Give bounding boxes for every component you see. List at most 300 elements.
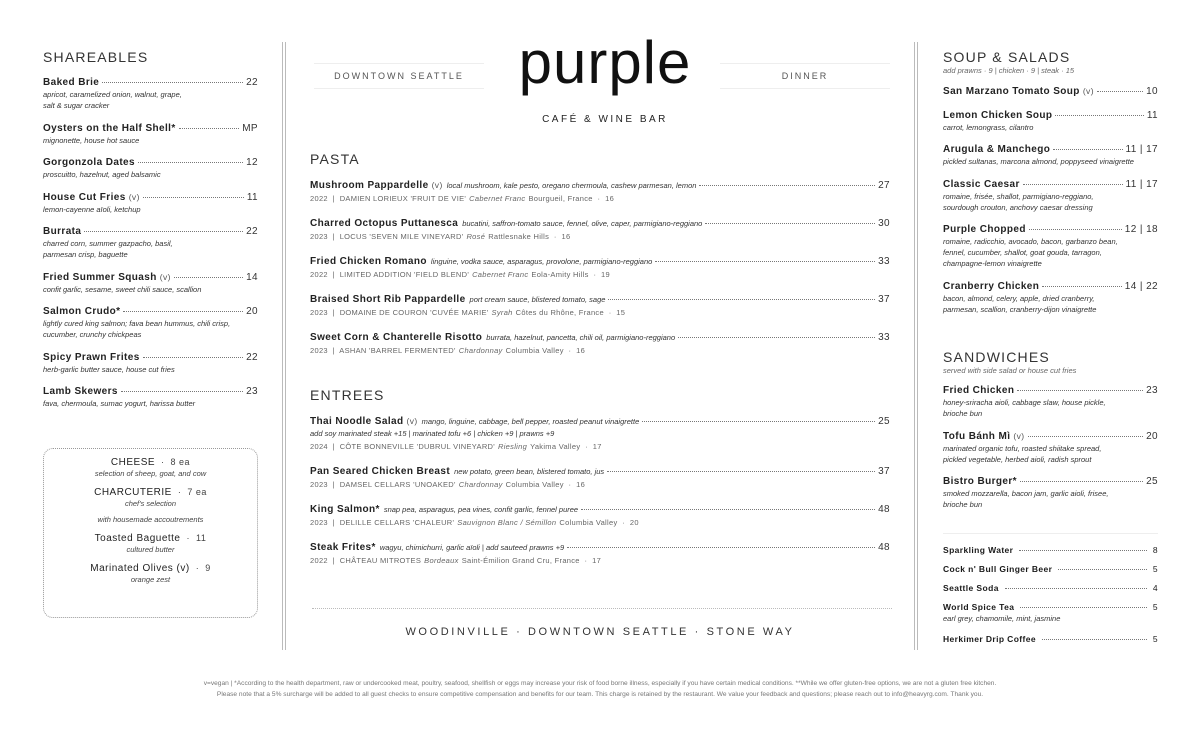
item-price: 8 ea <box>170 457 191 467</box>
menu-item <box>943 475 1158 510</box>
menu-item <box>943 384 1158 419</box>
cheese-item <box>44 457 257 480</box>
wine-varietal: Cabernet Franc <box>472 270 529 279</box>
divider-left <box>282 42 286 650</box>
item-name: Lamb Skewers <box>43 386 118 397</box>
item-description: orange zest <box>130 575 171 584</box>
item-price: 7 ea <box>187 487 207 497</box>
wine-pairing <box>310 516 890 529</box>
item-name: Arugula & Manchego <box>943 144 1051 155</box>
item-price: 14 | 22 <box>1124 280 1158 292</box>
divider-right <box>914 42 918 650</box>
wine-price: 17 <box>592 442 602 451</box>
menu-item <box>310 293 890 319</box>
item-row <box>943 563 1158 575</box>
menu-item <box>43 122 258 146</box>
soups-list <box>943 85 1158 315</box>
item-row <box>943 582 1158 594</box>
meal-label: DINNER <box>720 63 890 89</box>
menu-item <box>310 541 890 567</box>
item-description: earl grey, chamomile, mint, jasmine <box>943 614 1061 623</box>
menu-item <box>310 465 890 491</box>
item-price: 9 <box>205 563 211 573</box>
section-subtitle: served with side salad or house cut fries <box>943 366 1077 375</box>
pasta-list <box>310 179 890 357</box>
separator: · <box>549 232 562 241</box>
separator: | <box>327 442 340 451</box>
item-price: 11 <box>1146 109 1158 121</box>
item-price: 22 <box>246 351 258 363</box>
item-name: Mushroom Pappardelle <box>310 180 429 191</box>
wine-region: Eola-Amity Hills <box>531 270 589 279</box>
wine-price: 19 <box>601 270 610 279</box>
item-price: 25 <box>878 416 890 427</box>
item-row <box>44 563 257 574</box>
wine-year: 2023 <box>310 308 328 317</box>
separator: | <box>327 270 340 279</box>
item-row <box>943 143 1158 156</box>
item-price: 14 <box>246 271 258 283</box>
item-name: Tofu Bánh Mì <box>943 430 1011 442</box>
wine-varietal: Sauvignon Blanc / Sémillon <box>457 518 557 527</box>
item-price: 8 <box>1152 545 1158 555</box>
menu-item <box>310 217 890 243</box>
wine-year: 2024 <box>310 442 328 451</box>
item-row <box>943 223 1158 236</box>
item-price: 20 <box>1146 430 1158 442</box>
wine-price: 16 <box>576 480 586 489</box>
item-description: local mushroom, kale pesto, oregano chermoula, cashew parmesan, lemon <box>446 181 697 190</box>
wine-year: 2023 <box>310 480 328 489</box>
wine-year: 2022 <box>310 194 328 203</box>
dot-leader <box>1058 569 1146 570</box>
item-description: cultured butter <box>126 545 175 554</box>
dot-leader <box>607 471 875 472</box>
separator: · <box>592 194 606 203</box>
wine-region: Rattlesnake Hills <box>488 232 550 241</box>
dot-leader <box>705 223 875 224</box>
cheese-box <box>43 448 258 618</box>
wine-pairing <box>310 440 890 453</box>
divider <box>312 608 892 609</box>
item-row <box>943 544 1158 556</box>
section-title: SOUP & SALADS <box>943 49 1071 65</box>
item-row <box>943 109 1158 122</box>
soups-section <box>943 49 1158 325</box>
wine-producer: DAMSEL CELLARS 'UNOAKED' <box>339 480 456 489</box>
wine-producer: DELILLE CELLARS 'CHALEUR' <box>339 518 455 527</box>
item-row <box>310 293 890 306</box>
menu-item <box>310 179 890 205</box>
item-description: honey-sriracha aioli, cabbage slaw, house pickle, <box>943 398 1106 407</box>
tagline: CAFÉ & WINE BAR <box>542 114 668 125</box>
item-price: 37 <box>878 466 890 477</box>
menu-item <box>43 76 258 111</box>
wine-pairing <box>310 230 890 243</box>
item-description: lemon-cayenne aïoli, ketchup <box>43 204 141 214</box>
dot-leader <box>655 261 875 262</box>
dot-leader <box>1005 588 1147 589</box>
wine-varietal: Cabernet Franc <box>469 194 526 203</box>
item-price: 23 <box>1146 385 1158 396</box>
item-description: smoked mozzarella, bacon jam, garlic aioli, frisee, <box>943 489 1109 498</box>
sandwiches-section <box>943 349 1158 521</box>
item-name: Burrata <box>43 226 82 237</box>
item-price: 48 <box>878 504 890 515</box>
item-price: 11 <box>196 533 207 543</box>
cheese-item <box>44 563 257 586</box>
item-name: Classic Caesar <box>943 178 1020 190</box>
item-name: CHARCUTERIE <box>94 487 172 498</box>
wine-pairing <box>310 478 890 491</box>
item-row <box>310 465 890 478</box>
dot-leader <box>1053 149 1122 150</box>
wine-region: Columbia Valley <box>559 518 618 527</box>
menu-item <box>310 331 890 357</box>
menu-item <box>43 191 258 215</box>
item-description: fennel, cucumber, shallot, goat gouda, tarragon, <box>943 248 1102 257</box>
dot-leader <box>84 231 243 232</box>
wine-year: 2023 <box>310 232 328 241</box>
item-row <box>43 385 258 398</box>
item-name: Bistro Burger* <box>943 476 1017 487</box>
item-price: 11 <box>246 191 258 203</box>
item-price: 5 <box>1152 564 1158 574</box>
wine-region: Bourgueil, France <box>528 194 593 203</box>
item-name: CHEESE <box>110 457 156 468</box>
item-price: 11 | 17 <box>1125 144 1158 155</box>
item-description: lightly cured king salmon; fava bean hummus, chili crisp, <box>43 319 231 328</box>
item-row <box>310 541 890 554</box>
item-name: Baked Brie <box>43 77 100 88</box>
pasta-section <box>310 151 890 369</box>
menu-item <box>943 178 1158 213</box>
entrees-section <box>310 387 890 579</box>
dot-leader <box>143 357 243 358</box>
separator: | <box>327 308 340 317</box>
menu-item <box>43 385 258 409</box>
item-price: 22 <box>246 77 258 88</box>
item-price: MP <box>242 122 258 134</box>
cheese-item <box>44 533 257 556</box>
cheese-item <box>44 487 257 526</box>
wine-pairing <box>310 306 890 319</box>
item-name: Sweet Corn & Chanterelle Risotto <box>310 332 483 343</box>
menu-item <box>943 143 1158 167</box>
wine-producer: DOMAINE DE COURON 'CUVÉE MARIE' <box>339 308 489 317</box>
item-row <box>310 179 890 192</box>
separator: · <box>617 518 630 527</box>
item-name: Sparkling Water <box>943 545 1014 555</box>
item-name: Toasted Baguette <box>94 533 181 544</box>
item-price: 22 <box>246 226 258 237</box>
menu-item <box>943 430 1158 465</box>
sandwiches-list <box>943 384 1158 510</box>
item-row <box>943 475 1158 488</box>
item-row <box>943 384 1158 397</box>
footer-line: Please note that a 5% surcharge will be added to all guest checks to ensure competitive compensation and benefits for our team. This charge is retained by the restaurant. We value your feedback and questions; please reach out to info@heavyrg.com. Thank you. <box>216 691 984 698</box>
dot-leader <box>102 82 243 83</box>
item-price: 30 <box>878 218 890 229</box>
entrees-list <box>310 415 890 567</box>
vegan-tag: (v) <box>1082 86 1094 96</box>
item-description: with housemade accoutrements <box>97 515 204 524</box>
item-description: pickled sultanas, marcona almond, poppyseed vinaigrette <box>943 157 1134 166</box>
wine-year: 2022 <box>310 270 328 279</box>
item-name: San Marzano Tomato Soup <box>943 86 1080 97</box>
item-description: sourdough crouton, anchovy caesar dressing <box>943 202 1093 212</box>
item-addons: add soy marinated steak +15 | marinated tofu +6 | chicken +9 | prawns +9 <box>310 429 555 438</box>
wine-region: Saint-Émilion Grand Cru, France <box>461 556 580 565</box>
wine-price: 17 <box>592 556 602 565</box>
wine-producer: LOCUS 'SEVEN MILE VINEYARD' <box>339 232 464 241</box>
item-price: 20 <box>246 306 258 317</box>
separator: · <box>171 487 188 497</box>
item-name: House Cut Fries <box>43 191 126 203</box>
wine-pairing <box>310 192 890 205</box>
item-name: Gorgonzola Dates <box>43 157 135 168</box>
wine-producer: ASHAN 'BARREL FERMENTED' <box>339 346 456 355</box>
wine-region: Columbia Valley <box>505 480 564 489</box>
item-description: champagne-lemon vinaigrette <box>943 259 1042 268</box>
section-title: ENTREES <box>310 387 385 403</box>
item-name: Seattle Soda <box>943 583 999 593</box>
item-description: snap pea, asparagus, pea vines, confit garlic, fennel puree <box>383 505 579 514</box>
wine-year: 2023 <box>310 518 328 527</box>
wine-varietal: Riesling <box>497 442 528 451</box>
dot-leader <box>678 337 875 338</box>
item-name: Herkimer Drip Coffee <box>943 634 1037 644</box>
item-name: Thai Noodle Salad <box>310 416 404 427</box>
item-row <box>43 351 258 364</box>
drinks-list <box>943 544 1158 652</box>
item-row <box>943 430 1158 443</box>
item-description: salt & sugar cracker <box>43 101 110 110</box>
wine-pairing <box>310 554 890 567</box>
item-name: Pan Seared Chicken Breast <box>310 466 451 477</box>
menu-item <box>310 255 890 281</box>
separator: | <box>327 480 340 489</box>
separator: | <box>327 518 340 527</box>
item-price: 33 <box>878 332 890 343</box>
item-description: apricot, caramelized onion, walnut, grape, <box>43 90 182 99</box>
item-row <box>943 633 1158 645</box>
item-description: marinated organic tofu, roasted shiitake spread, <box>943 443 1102 453</box>
item-name: Cranberry Chicken <box>943 280 1040 292</box>
wine-producer: LIMITED ADDITION 'FIELD BLEND' <box>339 270 470 279</box>
item-price: 10 <box>1146 86 1158 97</box>
menu-item <box>943 223 1158 269</box>
drink-item <box>943 582 1158 594</box>
item-name: Steak Frites* <box>310 542 376 553</box>
item-description: bacon, almond, celery, apple, dried cranberry, <box>943 293 1095 303</box>
dot-leader <box>1042 639 1147 640</box>
item-row <box>44 457 257 468</box>
dot-leader <box>1020 481 1143 482</box>
separator: · <box>563 480 577 489</box>
item-description: parmesan crisp, baguette <box>43 250 128 259</box>
wine-price: 16 <box>605 194 615 203</box>
section-subtitle: add prawns · 9 | chicken · 9 | steak · 15 <box>943 66 1075 75</box>
item-price: 5 <box>1152 602 1158 612</box>
menu-item <box>310 503 890 529</box>
item-description: confit garlic, sesame, sweet chili sauce, scallion <box>43 284 202 294</box>
menu-item <box>43 351 258 375</box>
item-description: brioche bun <box>943 409 983 418</box>
item-name: Purple Chopped <box>943 224 1026 235</box>
dot-leader <box>174 277 243 278</box>
dot-leader <box>581 509 875 510</box>
item-name: Spicy Prawn Frites <box>43 351 140 363</box>
item-row <box>43 122 258 135</box>
dot-leader <box>1020 607 1147 608</box>
item-description: charred corn, summer gazpacho, basil, <box>43 239 173 248</box>
drink-item <box>943 563 1158 575</box>
item-row <box>310 331 890 344</box>
separator: · <box>189 563 206 573</box>
item-row <box>310 217 890 230</box>
separator: · <box>580 442 593 451</box>
item-row <box>310 415 890 428</box>
wine-producer: CHÂTEAU MITROTES <box>339 556 422 565</box>
dot-leader <box>1097 91 1143 92</box>
separator: | <box>327 346 340 355</box>
item-description: linguine, vodka sauce, asparagus, provolone, parmigiano-reggiano <box>430 257 653 266</box>
item-name: Salmon Crudo* <box>43 306 121 317</box>
footer <box>0 678 1200 700</box>
wine-producer: CÔTE BONNEVILLE 'DUBRUL VINEYARD' <box>339 442 495 451</box>
shareables-section <box>43 49 258 420</box>
wine-region: Columbia Valley <box>505 346 564 355</box>
drink-item <box>943 601 1158 624</box>
separator: | <box>327 556 340 565</box>
section-title: SANDWICHES <box>943 349 1050 365</box>
wine-varietal: Syrah <box>491 308 513 317</box>
item-row <box>43 305 258 318</box>
drink-item <box>943 544 1158 556</box>
dot-leader <box>1042 286 1122 287</box>
wine-varietal: Bordeaux <box>424 556 459 565</box>
wine-region: Yakima Valley <box>530 442 581 451</box>
item-name: World Spice Tea <box>943 602 1015 612</box>
wine-varietal: Chardonnay <box>458 346 503 355</box>
wine-year: 2023 <box>310 346 328 355</box>
menu-item <box>310 415 890 453</box>
dot-leader <box>1017 390 1143 391</box>
item-description: mango, linguine, cabbage, bell pepper, roasted peanut vinaigrette <box>421 417 640 426</box>
item-row <box>943 601 1158 613</box>
wine-varietal: Rosé <box>466 232 486 241</box>
item-row <box>43 225 258 238</box>
item-description: new potato, green bean, blistered tomato, jus <box>454 467 605 476</box>
logo: purple <box>518 29 692 96</box>
item-price: 25 <box>1146 476 1158 487</box>
wine-varietal: Chardonnay <box>458 480 503 489</box>
dot-leader <box>143 197 244 198</box>
drink-item <box>943 633 1158 645</box>
item-description: carrot, lemongrass, cilantro <box>943 122 1034 132</box>
item-row <box>310 503 890 516</box>
separator: · <box>563 346 577 355</box>
item-name: Braised Short Rib Pappardelle <box>310 294 466 305</box>
vegan-tag: (v) <box>159 271 171 282</box>
item-row <box>943 280 1158 293</box>
wine-pairing <box>310 268 890 281</box>
item-price: 23 <box>246 386 258 397</box>
menu-item <box>43 156 258 180</box>
wine-producer: DAMIEN LORIEUX 'FRUIT DE VIE' <box>339 194 467 203</box>
dot-leader <box>1029 229 1122 230</box>
menu-item <box>43 271 258 295</box>
dot-leader <box>1028 436 1144 437</box>
wine-pairing <box>310 344 890 357</box>
item-name: Marinated Olives (v) <box>90 563 190 574</box>
vegan-tag: (v) <box>431 180 443 190</box>
dot-leader <box>179 128 240 129</box>
dot-leader <box>642 421 875 422</box>
item-description: bucatini, saffron-tomato sauce, fennel, olive, caper, parmigiano-reggiano <box>462 219 703 228</box>
dot-leader <box>699 185 875 186</box>
item-description: chef's selection <box>124 499 177 508</box>
item-price: 12 <box>246 157 258 168</box>
item-row <box>943 85 1158 98</box>
item-description: romaine, frisée, shallot, parmigiano-reggiano, <box>943 191 1094 201</box>
item-price: 12 | 18 <box>1124 224 1158 235</box>
wine-price: 16 <box>576 346 586 355</box>
vegan-tag: (v) <box>406 416 418 426</box>
menu-item <box>43 305 258 340</box>
item-row <box>43 156 258 169</box>
item-price: 5 <box>1152 634 1158 644</box>
dot-leader <box>608 299 875 300</box>
separator: · <box>588 270 602 279</box>
item-row <box>43 76 258 89</box>
item-description: pickled vegetable, herbed aioli, radish sprout <box>943 454 1092 464</box>
separator: · <box>180 533 196 543</box>
item-description: selection of sheep, goat, and cow <box>94 469 207 478</box>
shareables-list <box>43 76 258 409</box>
section-title: PASTA <box>310 151 360 167</box>
item-description: parmesan, scallion, cranberry-dijon vinaigrette <box>943 304 1097 314</box>
menu-item <box>943 85 1158 98</box>
dot-leader <box>138 162 243 163</box>
dot-leader <box>1023 184 1123 185</box>
location-label: DOWNTOWN SEATTLE <box>314 63 484 89</box>
item-name: Fried Chicken <box>943 385 1015 396</box>
wine-price: 16 <box>561 232 571 241</box>
item-name: Cock n' Bull Ginger Beer <box>943 564 1053 574</box>
item-row <box>44 533 257 544</box>
dot-leader <box>1055 115 1143 116</box>
menu-item <box>943 109 1158 133</box>
dot-leader <box>121 391 243 392</box>
item-name: King Salmon* <box>310 504 380 515</box>
item-name: Oysters on the Half Shell* <box>43 122 176 134</box>
menu-item <box>943 280 1158 315</box>
item-price: 33 <box>878 256 890 267</box>
dot-leader <box>567 547 875 548</box>
item-description: port cream sauce, blistered tomato, sage <box>469 295 606 304</box>
divider <box>943 533 1158 534</box>
footer-line: v=vegan | *According to the health department, raw or undercooked meat, poultry, seafood, shellfish or eggs may increase your risk of food borne illness, especially if you have certain medical conditions. **While we offer gluten-free options, we are not a gluten free kitchen. <box>203 680 997 687</box>
item-name: Fried Chicken Romano <box>310 256 427 267</box>
item-description: romaine, radicchio, avocado, bacon, garbanzo bean, <box>943 237 1118 246</box>
item-price: 4 <box>1152 583 1158 593</box>
item-row <box>43 271 258 284</box>
locations: WOODINVILLE · DOWNTOWN SEATTLE · STONE WAY <box>405 626 795 638</box>
wine-price: 15 <box>616 308 626 317</box>
vegan-tag: (v) <box>128 191 140 202</box>
